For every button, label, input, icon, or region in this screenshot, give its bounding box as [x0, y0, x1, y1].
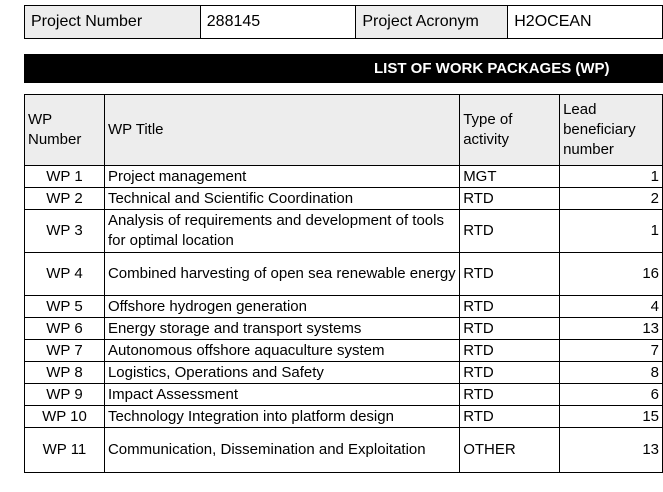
wp-title: Logistics, Operations and Safety — [104, 362, 459, 384]
project-acronym-label: Project Acronym — [356, 6, 508, 39]
wp-number: WP 11 — [25, 428, 105, 473]
wp-title: Analysis of requirements and development of tools for optimal location — [104, 210, 459, 253]
work-packages-table — [24, 94, 663, 473]
wp-number: WP 4 — [25, 253, 105, 296]
wp-lead: 1 — [560, 210, 663, 253]
col-header-type: Type of activity — [460, 95, 560, 166]
section-banner — [24, 54, 663, 83]
table-row — [25, 406, 663, 428]
table-row — [25, 318, 663, 340]
wp-type: RTD — [460, 340, 560, 362]
wp-number: WP 2 — [25, 188, 105, 210]
wp-lead: 13 — [560, 428, 663, 473]
wp-number: WP 3 — [25, 210, 105, 253]
wp-title: Technical and Scientific Coordination — [104, 188, 459, 210]
wp-number: WP 8 — [25, 362, 105, 384]
table-row — [25, 210, 663, 253]
wp-type: RTD — [460, 210, 560, 253]
wp-number: WP 6 — [25, 318, 105, 340]
wp-lead: 1 — [560, 166, 663, 188]
wp-lead: 4 — [560, 296, 663, 318]
table-header-row — [25, 95, 663, 166]
wp-type: RTD — [460, 318, 560, 340]
col-header-wp-title: WP Title — [104, 95, 459, 166]
table-row — [25, 296, 663, 318]
wp-lead: 7 — [560, 340, 663, 362]
wp-number: WP 9 — [25, 384, 105, 406]
col-header-wp-number: WP Number — [25, 95, 105, 166]
wp-number: WP 7 — [25, 340, 105, 362]
project-acronym-value: H2OCEAN — [508, 6, 663, 39]
wp-title: Autonomous offshore aquaculture system — [104, 340, 459, 362]
wp-type: RTD — [460, 362, 560, 384]
wp-title: Offshore hydrogen generation — [104, 296, 459, 318]
wp-type: MGT — [460, 166, 560, 188]
wp-title: Energy storage and transport systems — [104, 318, 459, 340]
wp-type: RTD — [460, 188, 560, 210]
wp-type: OTHER — [460, 428, 560, 473]
project-number-label: Project Number — [25, 6, 201, 39]
wp-title: Project management — [104, 166, 459, 188]
wp-title: Impact Assessment — [104, 384, 459, 406]
wp-title: Combined harvesting of open sea renewable energy — [104, 253, 459, 296]
project-header-table — [24, 5, 663, 39]
wp-type: RTD — [460, 384, 560, 406]
project-header-row — [25, 6, 663, 39]
wp-number: WP 1 — [25, 166, 105, 188]
wp-lead: 16 — [560, 253, 663, 296]
table-row — [25, 384, 663, 406]
table-row — [25, 166, 663, 188]
wp-lead: 15 — [560, 406, 663, 428]
wp-lead: 2 — [560, 188, 663, 210]
wp-number: WP 10 — [25, 406, 105, 428]
table-row — [25, 340, 663, 362]
project-number-value: 288145 — [200, 6, 356, 39]
banner-title: LIST OF WORK PACKAGES (WP) — [374, 60, 610, 77]
wp-lead: 6 — [560, 384, 663, 406]
wp-type: RTD — [460, 296, 560, 318]
table-row — [25, 253, 663, 296]
table-row — [25, 428, 663, 473]
col-header-lead: Lead beneficiary number — [560, 95, 663, 166]
wp-lead: 13 — [560, 318, 663, 340]
wp-title: Communication, Dissemination and Exploitation — [104, 428, 459, 473]
wp-type: RTD — [460, 406, 560, 428]
wp-number: WP 5 — [25, 296, 105, 318]
wp-type: RTD — [460, 253, 560, 296]
wp-title: Technology Integration into platform design — [104, 406, 459, 428]
table-row — [25, 362, 663, 384]
wp-lead: 8 — [560, 362, 663, 384]
table-row — [25, 188, 663, 210]
